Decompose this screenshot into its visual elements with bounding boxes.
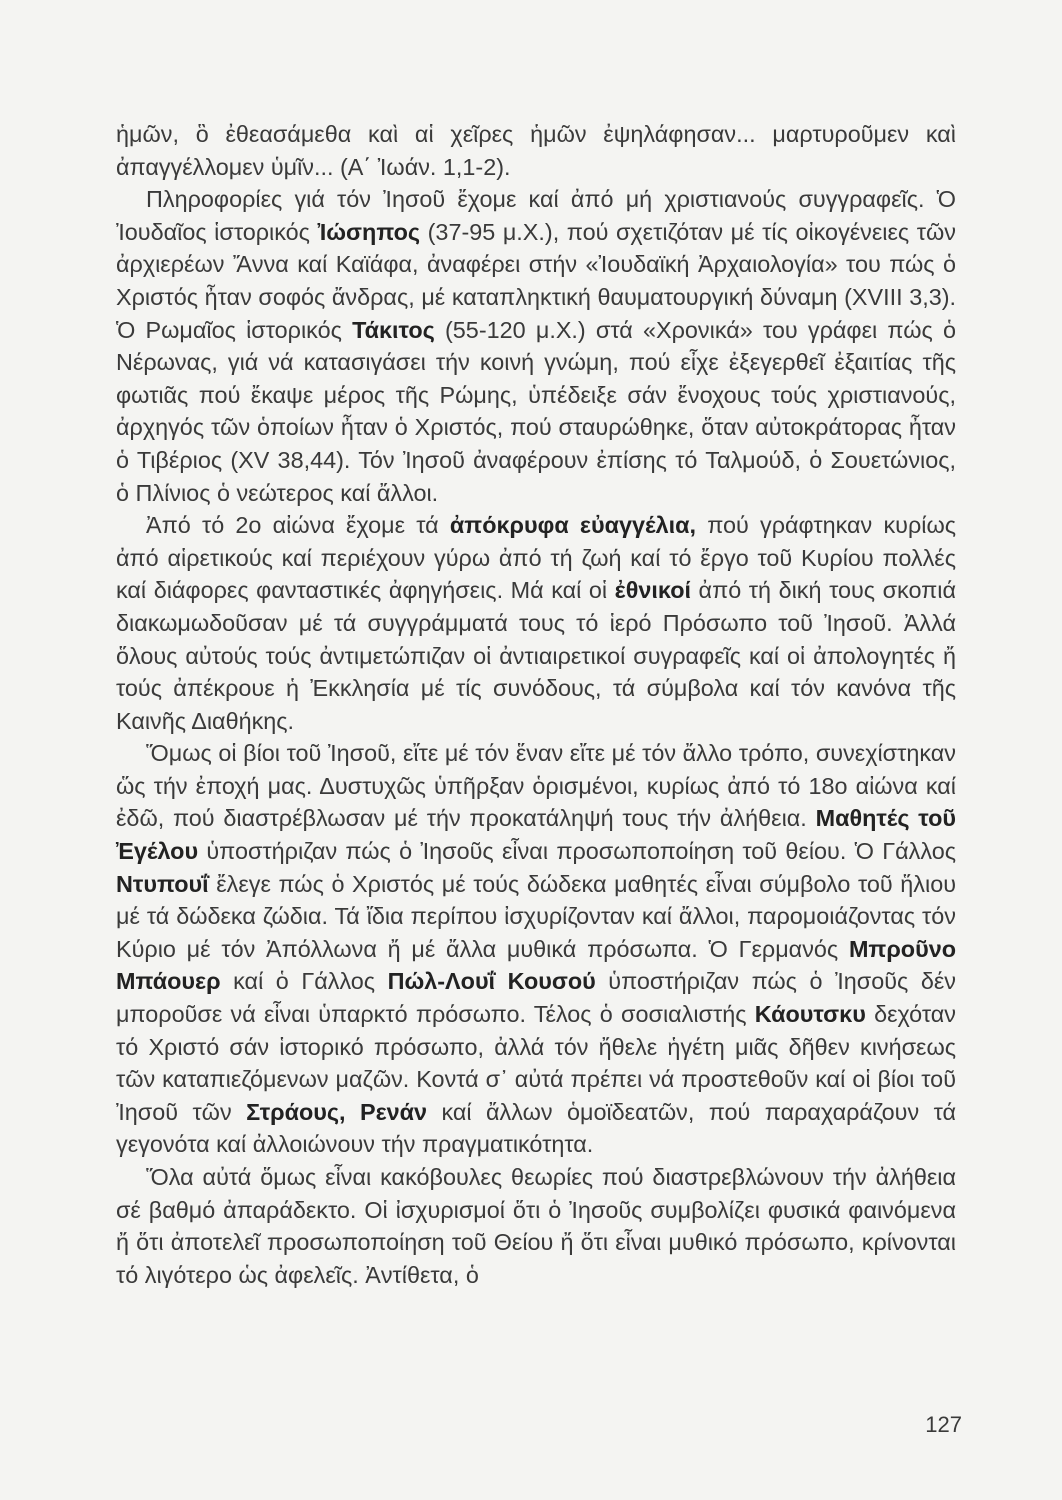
bold-term: Ντυπουΐ [116, 870, 209, 897]
bold-term: Πώλ-Λουΐ Κουσού [387, 968, 596, 995]
bold-term: Στράους, Ρενάν [246, 1098, 428, 1125]
text-run: πού γράφτηκαν κυρίως ἀπό αἱρετικούς καί περιέχουν γύρω ἀπό τή ζωή καί τό ἔργο τοῦ Κυρίου πολλές καί διάφορες φανταστικές ἀφηγήσεις. Μά καί οἱ [116, 512, 956, 604]
text-run: Ὅλα αὐτά ὅμως εἶναι κακόβουλες θεωρίες πού διαστρεβλώνουν τήν ἀλήθεια σέ βαθμό ἀπαράδεκτο. Οἱ ἰσχυρισμοί ὅτι ὁ Ἰησοῦς συμβολίζει φυσικά φαινόμενα ἤ ὅτι ἀποτελεῖ προσωποποίηση τοῦ Θείου ἤ ὅτι εἶναι μυθικό πρόσωπο, κρίνονται τό λιγότερο ὡς ἀφελεῖς. Ἀντίθετα, ὁ [116, 1164, 956, 1288]
bold-term: ἐθνικοί [614, 577, 691, 604]
bold-term: Κάουτσκυ [754, 1001, 866, 1028]
paragraph [116, 1161, 956, 1291]
text-run: Πληροφορίες γιά τόν Ἰησοῦ ἔχομε καί ἀπό μή χριστιανούς συγγραφεῖς. Ὁ Ἰουδαῖος ἱστορικός [116, 186, 956, 245]
bold-term: ἀπόκρυφα εὐαγγέλια, [449, 512, 696, 539]
text-run: ἀπό τή δική τους σκοπιά διακωμωδοῦσαν μέ τά συγγράμματά τους τό ἱερό Πρόσωπο τοῦ Ἰησοῦ. Ἀλλά ὅλους αὐτούς τούς ἀντιμετώπιζαν οἱ ἀντιαιρετικοί συγραφεῖς καί οἱ ἀπολογητές ἤ τούς ἀπέκρουε ἡ Ἐκκλησία μέ τίς συνόδους, τά σύμβολα καί τόν κανόνα τῆς Καινῆς Διαθήκης. [116, 577, 957, 734]
text-run: καί ὁ Γάλλος [220, 968, 388, 995]
bold-term: Ἰώσηπος [317, 218, 421, 245]
text-run: ὑποστήριζαν πώς ὁ Ἰησοῦς εἶναι προσωποποίηση τοῦ θείου. Ὁ Γάλλος [198, 838, 956, 865]
text-run: Ὅμως οἱ βίοι τοῦ Ἰησοῦ, εἴτε μέ τόν ἕναν εἴτε μέ τόν ἄλλο τρόπο, συνεχίστηκαν ὥς τήν ἐποχή μας. Δυστυχῶς ὑπῆρξαν ὁρισμένοι, κυρίως ἀπό τό 18ο αἰώνα καί ἐδῶ, πού διαστρέβλωσαν μέ τήν προκατάληψή τους τήν ἀλήθεια. [116, 740, 956, 832]
text-run: καί ἄλλων ὁμοϊδεατῶν, πού παραχαράζουν τά γεγονότα καί ἀλλοιώνουν τήν πραγματικότητα. [116, 1098, 957, 1158]
text-run: ἔλεγε πώς ὁ Χριστός μέ τούς δώδεκα μαθητές εἶναι σύμβολο τοῦ ἥλιου μέ τά δώδεκα ζώδια. Τά ἴδια περίπου ἰσχυρίζονταν καί ἄλλοι, παρομοιάζοντας τόν Κύριο μέ τόν Ἀπόλλωνα ἤ μέ ἄλλα μυθικά πρόσωπα. Ὁ Γερμανός [116, 870, 956, 962]
body-text [116, 118, 956, 1291]
paragraph [116, 509, 956, 737]
text-run: δεχόταν τό Χριστό σάν ἱστορικό πρόσωπο, ἀλλά τόν ἤθελε ἡγέτη μιᾶς δῆθεν κινήσεως τῶν καταπιεζόμενων μαζῶν. Κοντά σ᾽ αὐτά πρέπει νά προστεθοῦν καί οἱ βίοι τοῦ Ἰησοῦ τῶν [116, 1001, 956, 1125]
text-run: (55-120 μ.Χ.) στά «Χρονικά» του γράφει πώς ὁ Νέρωνας, γιά νά κατασιγάσει τήν κοινή γνώμη, πού εἶχε ἐξεγερθεῖ ἐξαιτίας τῆς φωτιᾶς πού ἔκαψε μέρος τῆς Ρώμης, ὑπέδειξε σάν ἔνοχους τούς χριστιανούς, ἀρχηγός τῶν ὁποίων ἦταν ὁ Χριστός, πού σταυρώθηκε, ὅταν αὐτοκράτορας ἦταν ὁ Τιβέριος (XV 38,44). Τόν Ἰησοῦ ἀναφέρουν ἐπίσης τό Ταλμούδ, ὁ Σουετώνιος, ὁ Πλίνιος ὁ νεώτερος καί ἄλλοι. [116, 316, 957, 506]
paragraph [116, 183, 956, 509]
bold-term: Μαθητές τοῦ Ἐγέλου [116, 805, 957, 865]
paragraph [116, 118, 956, 183]
text-run: ὑποστήριζαν πώς ὁ Ἰησοῦς δέν μποροῦσε νά εἶναι ὑπαρκτό πρόσωπο. Τέλος ὁ σοσιαλιστής [116, 968, 956, 1028]
bold-term: Μπροῦνο Μπάουερ [116, 935, 956, 995]
paragraph [116, 737, 956, 1161]
bold-term: Τάκιτος [352, 316, 435, 343]
text-run: (37-95 μ.Χ.), πού σχετιζόταν μέ τίς οἰκογένειες τῶν ἀρχιερέων Ἄννα καί Καϊάφα, ἀναφέρει στήν «Ἰουδαϊκή Ἀρχαιολογία» του πώς ὁ Χριστός ἦταν σοφός ἄνδρας, μέ καταπληκτική θαυματουργική δύναμη (XVIII 3,3). Ὁ Ρωμαῖος ἱστορικός [116, 218, 956, 343]
text-run: Ἀπό τό 2ο αἰώνα ἔχομε τά [146, 512, 450, 539]
page-number: 127 [925, 1412, 962, 1437]
text-run: ἡμῶν, ὃ ἐθεασάμεθα καὶ αἱ χεῖρες ἡμῶν ἐψηλάφησαν... μαρτυροῦμεν καὶ ἀπαγγέλλομεν ὑμῖν... (Α΄ Ἰωάν. 1,1-2). [116, 121, 956, 180]
